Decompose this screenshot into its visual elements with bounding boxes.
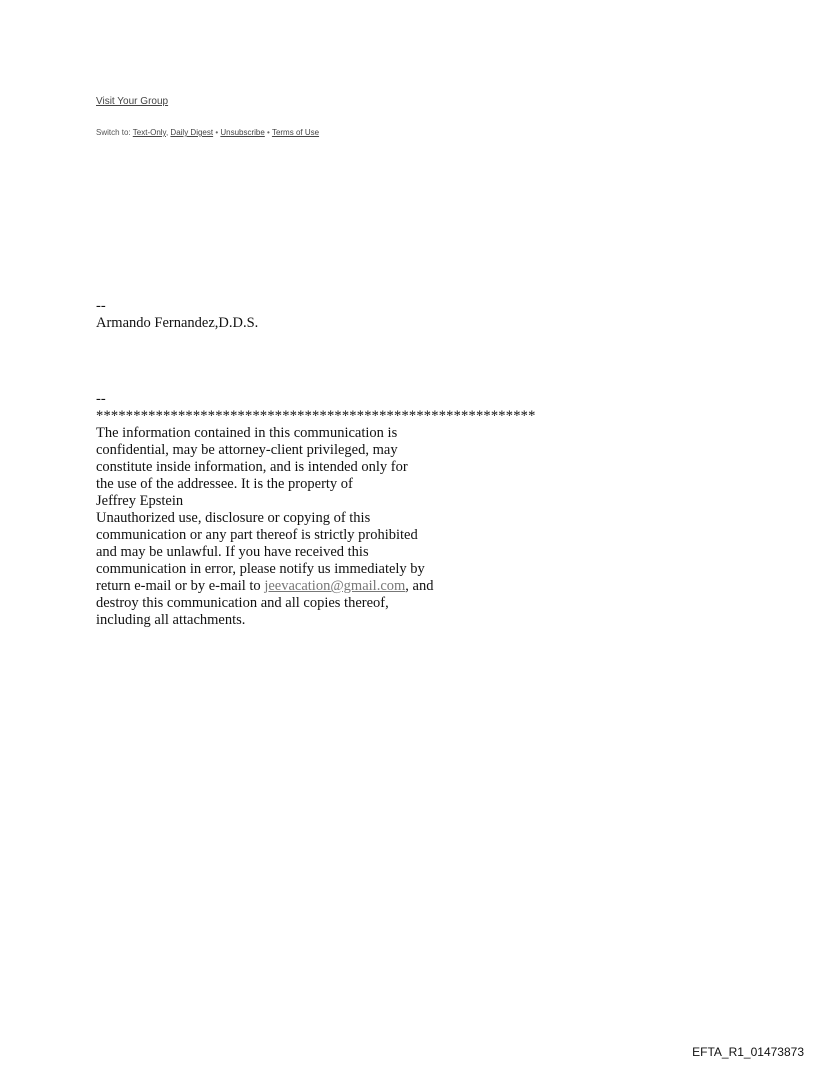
- disclaimer-line: communication or any part thereof is strictly prohibited: [96, 527, 418, 543]
- text-only-link[interactable]: Text-Only: [132, 128, 166, 137]
- disclaimer-email-line: [96, 578, 596, 595]
- disclaimer-line: communication in error, please notify us immediately by: [96, 561, 425, 577]
- disclaimer-block: [96, 391, 596, 629]
- signature-dashes: --: [96, 298, 106, 314]
- disclaimer-line: confidential, may be attorney-client privileged, may: [96, 442, 398, 458]
- disclaimer-line: including all attachments.: [96, 612, 246, 628]
- separator-comma: ,: [165, 128, 171, 137]
- disclaimer-line: destroy this communication and all copies thereof,: [96, 595, 389, 611]
- email-link[interactable]: jeevacation@gmail.com: [264, 578, 406, 594]
- disclaimer-line: Unauthorized use, disclosure or copying of this: [96, 510, 371, 526]
- separator-bullet: •: [264, 128, 272, 137]
- disclaimer-line: Jeffrey Epstein: [96, 493, 184, 509]
- visit-group-link[interactable]: Visit Your Group: [96, 96, 169, 107]
- signature-block: [96, 298, 258, 332]
- email-line-prefix: return e-mail or by e-mail to: [96, 578, 265, 594]
- disclaimer-line: constitute inside information, and is intended only for: [96, 459, 408, 475]
- disclaimer-line: the use of the addressee. It is the property of: [96, 476, 353, 492]
- daily-digest-link[interactable]: Daily Digest: [170, 128, 214, 137]
- document-id: EFTA_R1_01473873: [692, 1045, 804, 1059]
- unsubscribe-link[interactable]: Unsubscribe: [220, 128, 265, 137]
- disclaimer-line: The information contained in this communication is: [96, 425, 398, 441]
- separator-bullet: •: [213, 128, 221, 137]
- email-line-suffix: , and: [405, 578, 434, 594]
- switch-bar: [96, 128, 319, 137]
- group-footer: [96, 96, 168, 107]
- disclaimer-stars-divider: ***********************************************************: [96, 408, 536, 424]
- switch-prefix: Switch to:: [96, 128, 133, 137]
- terms-of-use-link[interactable]: Terms of Use: [271, 128, 320, 137]
- signature-name: Armando Fernandez,D.D.S.: [96, 315, 259, 331]
- disclaimer-dashes: --: [96, 391, 106, 407]
- disclaimer-line: and may be unlawful. If you have received this: [96, 544, 369, 560]
